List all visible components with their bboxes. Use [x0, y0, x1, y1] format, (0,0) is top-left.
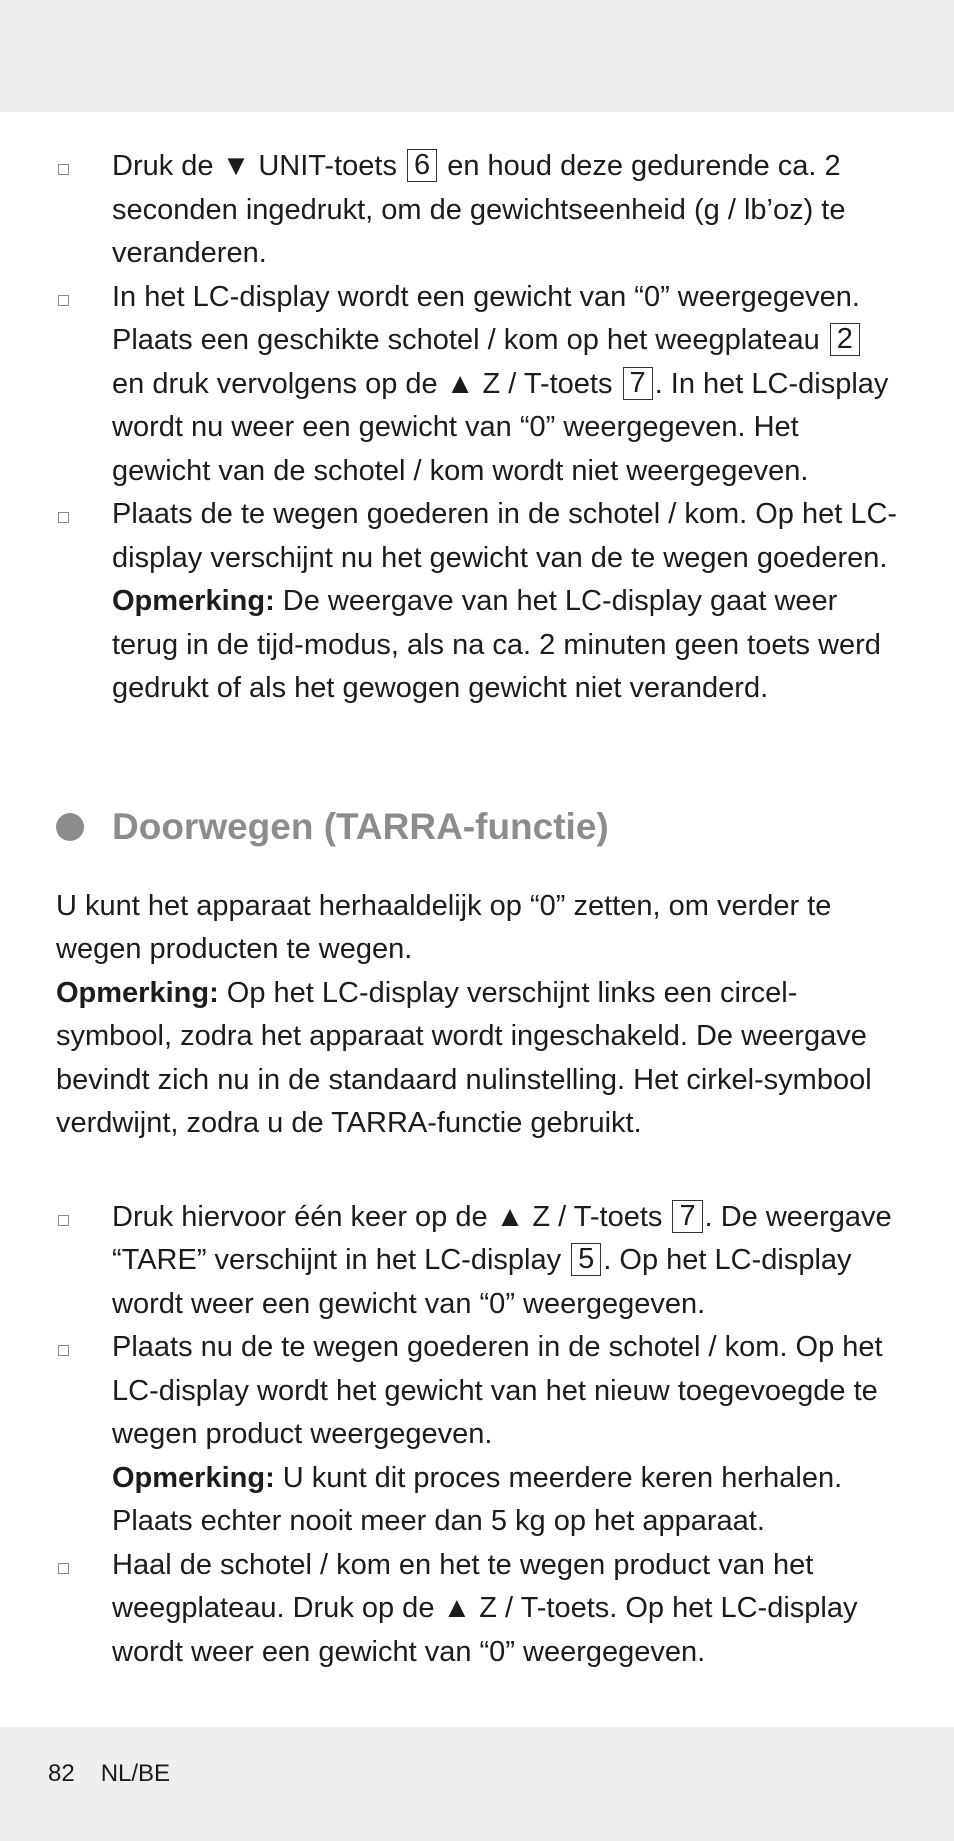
item-text: en druk vervolgens op de ▲ Z / T-toets [112, 367, 621, 400]
note-label: Opmerking: [56, 976, 219, 1009]
key-number-badge: 5 [571, 1243, 601, 1276]
checkbox-bullet-icon [58, 295, 69, 306]
checkbox-bullet-icon [58, 1215, 69, 1226]
item-text: . De weergave “TARE” verschijnt in het LC-display [112, 1200, 892, 1276]
checkbox-bullet-icon [58, 164, 69, 175]
intro-text: U kunt het apparaat herhaaldelijk op “0” zetten, om verder te wegen producten te wegen. [56, 889, 832, 965]
key-number-badge: 6 [407, 149, 437, 182]
key-number-badge: 7 [672, 1200, 702, 1233]
list-item [56, 276, 902, 494]
note-label: Opmerking: [112, 1461, 275, 1494]
item-text: Plaats de te wegen goederen in de schotel / kom. Op het LC-display verschijnt nu het gewicht van de te wegen goederen. [112, 498, 898, 574]
header-band [0, 0, 954, 112]
instruction-list-2 [56, 1196, 902, 1675]
note-text: U kunt dit proces meerdere keren herhalen. Plaats echter nooit meer dan 5 kg op het apparaat. [112, 1461, 843, 1537]
item-text: Haal de schotel / kom en het te wegen product van het weegplateau. Druk op de ▲ Z / T-toets. Op het LC-display wordt weer een gewicht van “0” weergegeven. [112, 1548, 858, 1668]
item-text: In het LC-display wordt een gewicht van “0” weergegeven. Plaats een geschikte schotel / kom op het weegplateau [112, 280, 860, 356]
instruction-list-1 [56, 145, 902, 711]
item-text: en houd deze gedurende ca. 2 seconden ingedrukt, om de gewichtseenheid (g / lb’oz) te veranderen. [112, 150, 846, 269]
item-text: Druk hiervoor één keer op de ▲ Z / T-toets [112, 1200, 671, 1233]
intro-paragraph [56, 885, 902, 1146]
item-text: . In het LC-display wordt nu weer een gewicht van “0” weergegeven. Het gewicht van de schotel / kom wordt niet weergegeven. [112, 367, 889, 487]
page-content [56, 145, 902, 1674]
list-item [56, 493, 902, 711]
page-number: 82 [48, 1760, 75, 1787]
item-text: Plaats nu de te wegen goederen in de schotel / kom. Op het LC-display wordt het gewicht van het nieuw toegevoegde te wegen product weergegeven. [112, 1331, 883, 1450]
list-item [56, 1196, 902, 1327]
list-item [56, 1544, 902, 1675]
item-text: . Op het LC-display wordt weer een gewicht van “0” weergegeven. [112, 1244, 852, 1320]
heading-bullet-icon [56, 813, 84, 841]
list-item [56, 145, 902, 276]
note-label: Opmerking: [112, 585, 275, 617]
section-title: Doorwegen (TARRA-functie) [112, 805, 609, 847]
language-code: NL/BE [100, 1760, 171, 1787]
page-footer [48, 1760, 196, 1788]
list-item [56, 1326, 902, 1544]
checkbox-bullet-icon [58, 512, 69, 523]
item-text: Druk de ▼ UNIT-toets [112, 150, 406, 182]
checkbox-bullet-icon [58, 1563, 69, 1574]
key-number-badge: 2 [830, 323, 860, 356]
note-text: De weergave van het LC-display gaat weer terug in de tijd-modus, als na ca. 2 minuten geen toets werd gedrukt of als het gewogen gewicht niet veranderd. [112, 585, 881, 704]
section-heading [56, 797, 902, 857]
checkbox-bullet-icon [58, 1345, 69, 1356]
key-number-badge: 7 [623, 367, 653, 400]
note-text: Op het LC-display verschijnt links een circel-symbool, zodra het apparaat wordt ingeschakeld. De weergave bevindt zich nu in de standaard nulinstelling. Het cirkel-symbool verdwijnt, zodra u de TARRA-functie gebruikt. [56, 976, 872, 1139]
